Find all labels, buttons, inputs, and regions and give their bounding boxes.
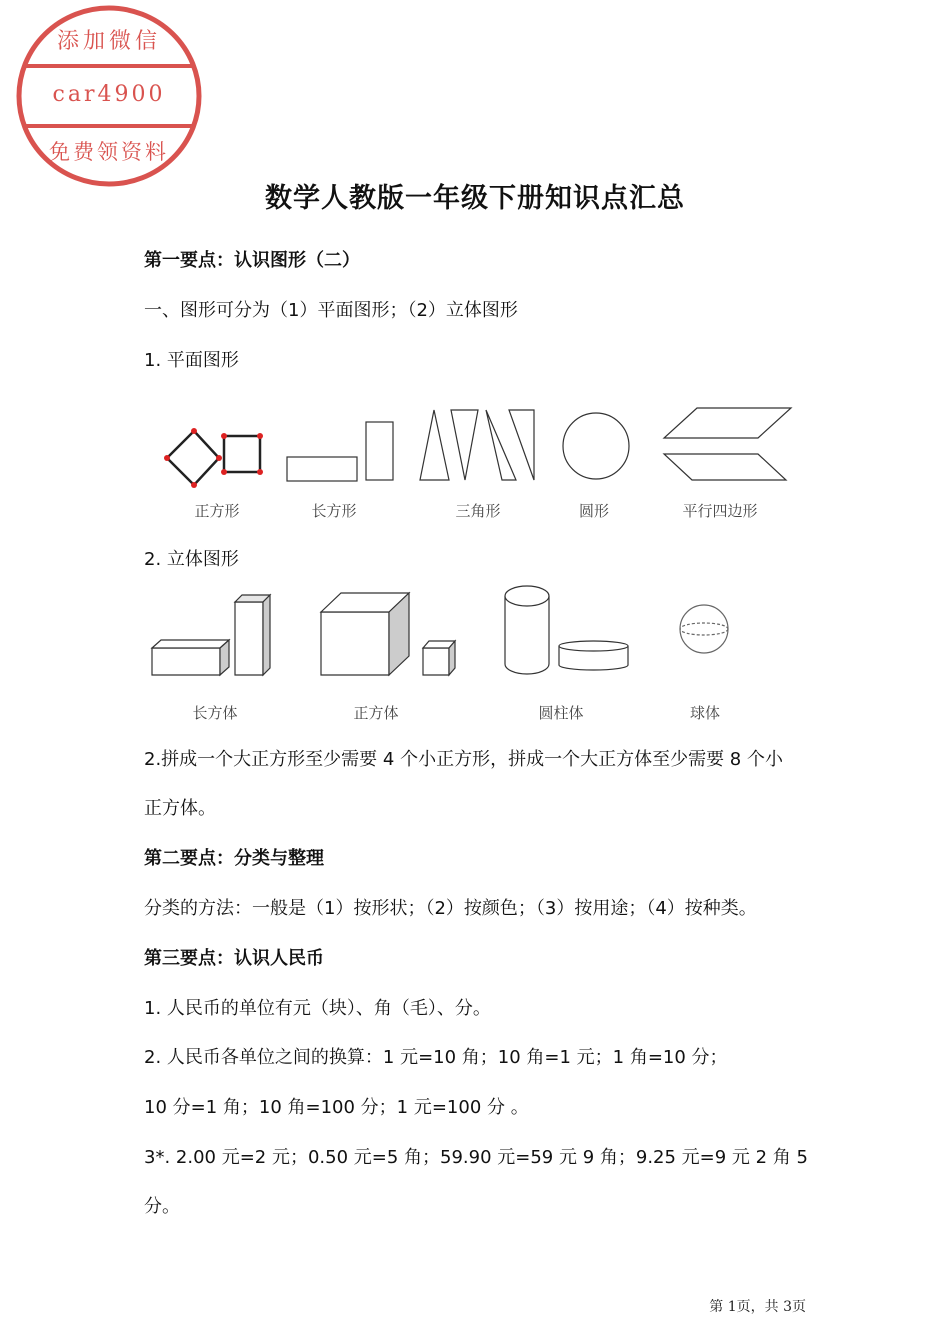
sphere-shape [680,605,728,653]
plane-shapes-figure [144,400,814,490]
section1-note: 2.拼成一个大正方形至少需要 4 个小正方形，拼成一个大正方体至少需要 8 个小 [144,749,783,770]
parallelogram-shapes [664,408,791,480]
stamp-text-top: 添加微信 [56,29,161,54]
section3-heading: 第三要点：认识人民币 [144,948,324,969]
caption-cylinder: 圆柱体 [538,704,584,722]
solid-shapes-heading: 2. 立体图形 [144,549,239,570]
page-footer: 第 1页，共 3页 [709,1299,806,1315]
section1-intro: 一、图形可分为（1）平面图形；（2）立体图形 [144,300,518,321]
caption-cuboid: 长方体 [192,704,238,722]
caption-sphere: 球体 [689,704,720,722]
caption-triangle: 三角形 [455,502,501,520]
triangle-shapes [420,410,534,480]
caption-rectangle: 长方形 [311,502,357,520]
caption-parallelogram: 平行四边形 [682,502,758,520]
rectangle-shapes [287,422,393,481]
stamp-text-bottom: 免费领资料 [49,140,169,164]
section1-note-cont: 正方体。 [144,798,216,819]
section3-item3-cont: 分。 [144,1196,180,1217]
section2-heading: 第二要点：分类与整理 [144,848,324,869]
section3-item3: 3*. 2.00 元=2 元；0.50 元=5 角；59.90 元=59 元 9 角；9.25 元=9 元 2 角 5 [144,1147,808,1168]
square-shapes [167,431,260,485]
cylinder-shapes [505,586,628,674]
plane-shapes-heading: 1. 平面图形 [144,350,239,371]
stamp-text-wechat-id: car4900 [52,82,166,107]
circle-shape [563,413,629,479]
section3-item2: 2. 人民币各单位之间的换算：1 元=10 角；10 角=1 元；1 角=10 分； [144,1047,728,1068]
caption-cube: 正方体 [353,704,399,722]
caption-square: 正方形 [194,502,240,520]
solid-shapes-figure [144,582,764,682]
wechat-stamp [14,2,204,190]
section2-text: 分类的方法：一般是（1）按形状；（2）按颜色；（3）按用途；（4）按种类。 [144,898,757,919]
cuboid-shapes [152,595,270,675]
page-title: 数学人教版一年级下册知识点汇总 [265,183,685,214]
section3-item2-cont: 10 分=1 角；10 角=100 分；1 元=100 分 。 [144,1097,529,1118]
cube-shapes [321,593,455,675]
section3-item1: 1. 人民币的单位有元（块）、角（毛）、分。 [144,998,491,1019]
caption-circle: 圆形 [578,502,609,520]
section1-heading: 第一要点：认识图形（二） [144,250,360,271]
